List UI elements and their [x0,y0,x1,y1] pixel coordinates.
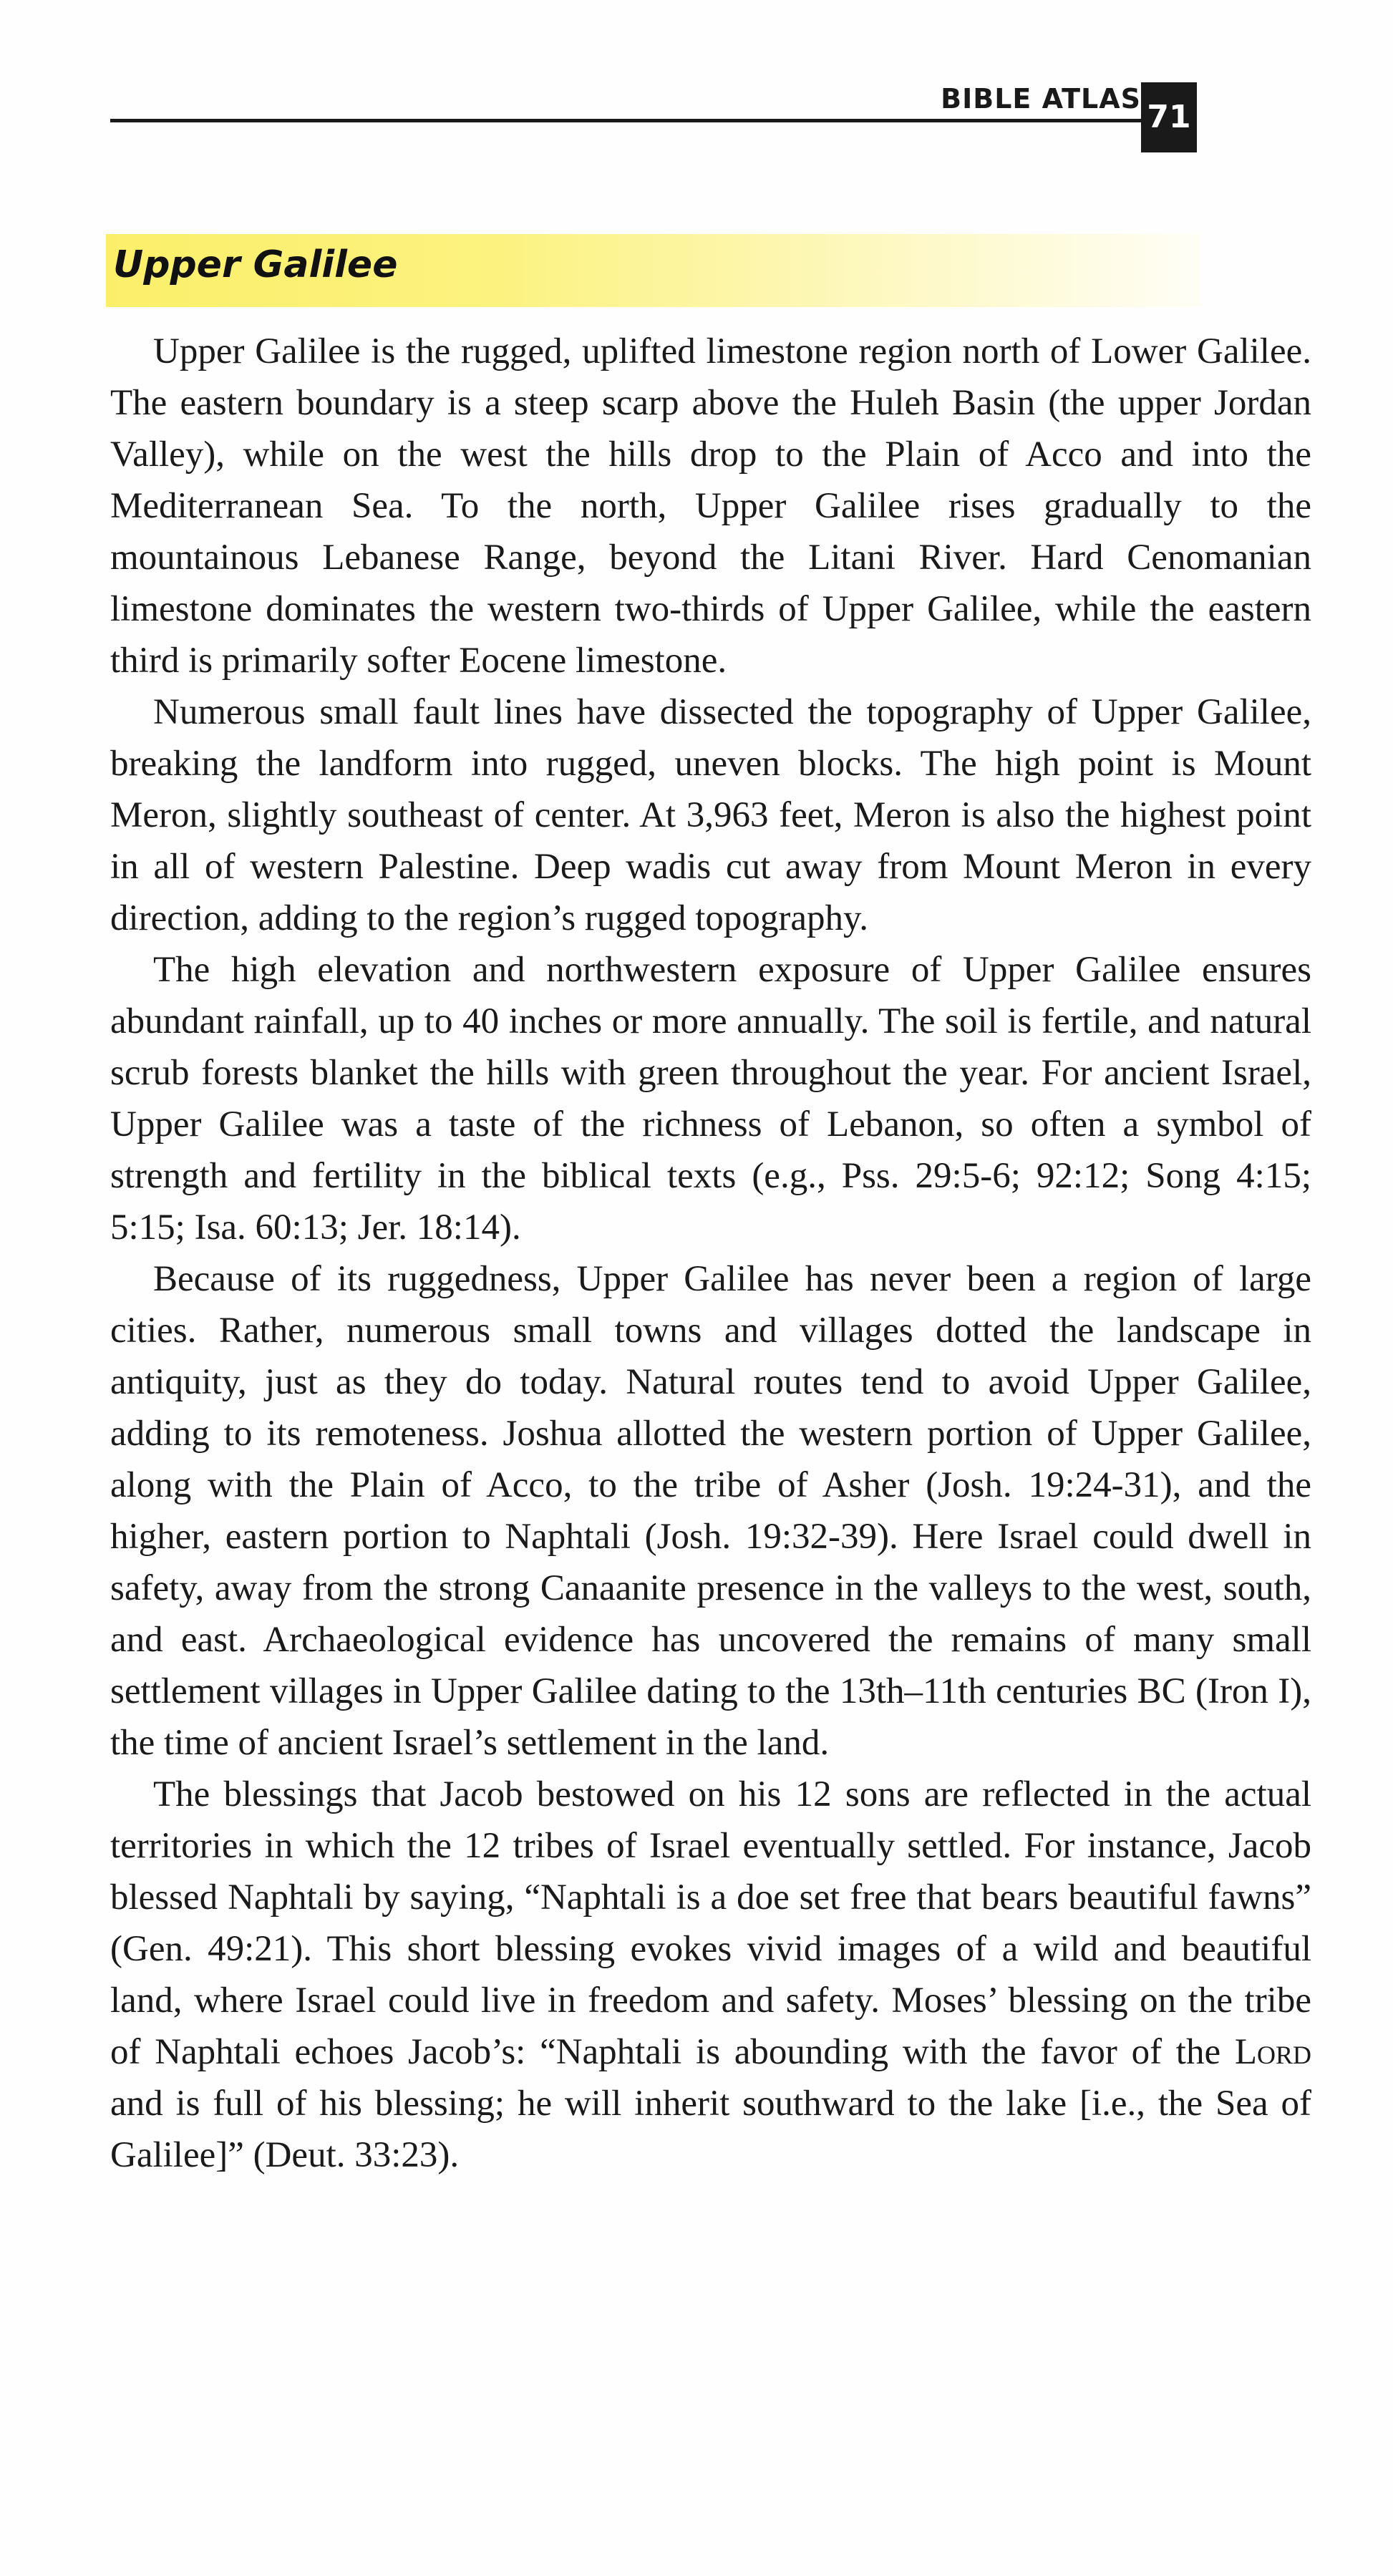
page-number: 71 [1141,82,1197,152]
paragraph: Numerous small fault lines have dissected the topography of Upper Galilee, breaking the landform into rugged, uneven blocks. The high point is Mount Meron, slightly southeast of center. At 3,963 feet, Meron is also the highest point in all of western Palestine. Deep wadis cut away from Mount Meron in every direction, adding to the region’s rugged topography. [110,692,1311,938]
small-caps-lord: Lord [1234,2032,1311,2072]
running-header [110,72,1234,150]
running-title: BIBLE ATLAS [941,83,1141,115]
paragraph-text: and is full of his blessing; he will inherit southward to the lake [i.e., the Sea of Galilee]” (Deut. 33:23). [110,2084,1311,2175]
paragraph-last [110,1769,1311,2181]
header-rule [110,119,1148,122]
paragraph-text: The blessings that Jacob bestowed on his 12 sons are reflected in the actual territories in which the 12 tribes of Israel eventually settled. For instance, Jacob blessed Naphtali by saying, “Naphtali is a doe set free that bears beautiful fawns” (Gen. 49:21). This short blessing evokes vivid images of a wild and beautiful land, where Israel could live in freedom and safety. Moses’ blessing on the tribe of Naphtali echoes Jacob’s: “Naphtali is abounding with the favor of the [110,1774,1311,2072]
paragraph: Because of its ruggedness, Upper Galilee has never been a region of large cities. Rather, numerous small towns and villages dotted the landscape in antiquity, just as they do today. Natural routes tend to avoid Upper Galilee, adding to its remoteness. Joshua allotted the western portion of Upper Galilee, along with the Plain of Acco, to the tribe of Asher (Josh. 19:24-31), and the higher, eastern portion to Naphtali (Josh. 19:32-39). Here Israel could dwell in safety, away from the strong Canaanite presence in the valleys to the west, south, and east. Archaeological evidence has uncovered the remains of many small settlement villages in Upper Galilee dating to the 13th–11th centuries BC (Iron I), the time of ancient Israel’s settlement in the land. [110,1259,1311,1763]
paragraph: The high elevation and northwestern exposure of Upper Galilee ensures abundant rainfall, up to 40 inches or more annually. The soil is fertile, and natural scrub forests blanket the hills with green throughout the year. For ancient Israel, Upper Galilee was a taste of the richness of Lebanon, so often a symbol of strength and fertility in the biblical texts (e.g., Pss. 29:5-6; 92:12; Song 4:15; 5:15; Isa. 60:13; Jer. 18:14). [110,950,1311,1248]
body-text [110,326,1311,2181]
paragraph: Upper Galilee is the rugged, uplifted limestone region north of Lower Galilee. The eastern boundary is a steep scarp above the Huleh Basin (the upper Jordan Valley), while on the west the hills drop to the Plain of Acco and into the Mediterranean Sea. To the north, Upper Galilee rises gradually to the mountainous Lebanese Range, beyond the Litani River. Hard Cenomanian limestone dominates the western two-thirds of Upper Galilee, while the eastern third is primarily softer Eocene limestone. [110,331,1311,681]
section-heading: Upper Galilee [113,243,398,286]
